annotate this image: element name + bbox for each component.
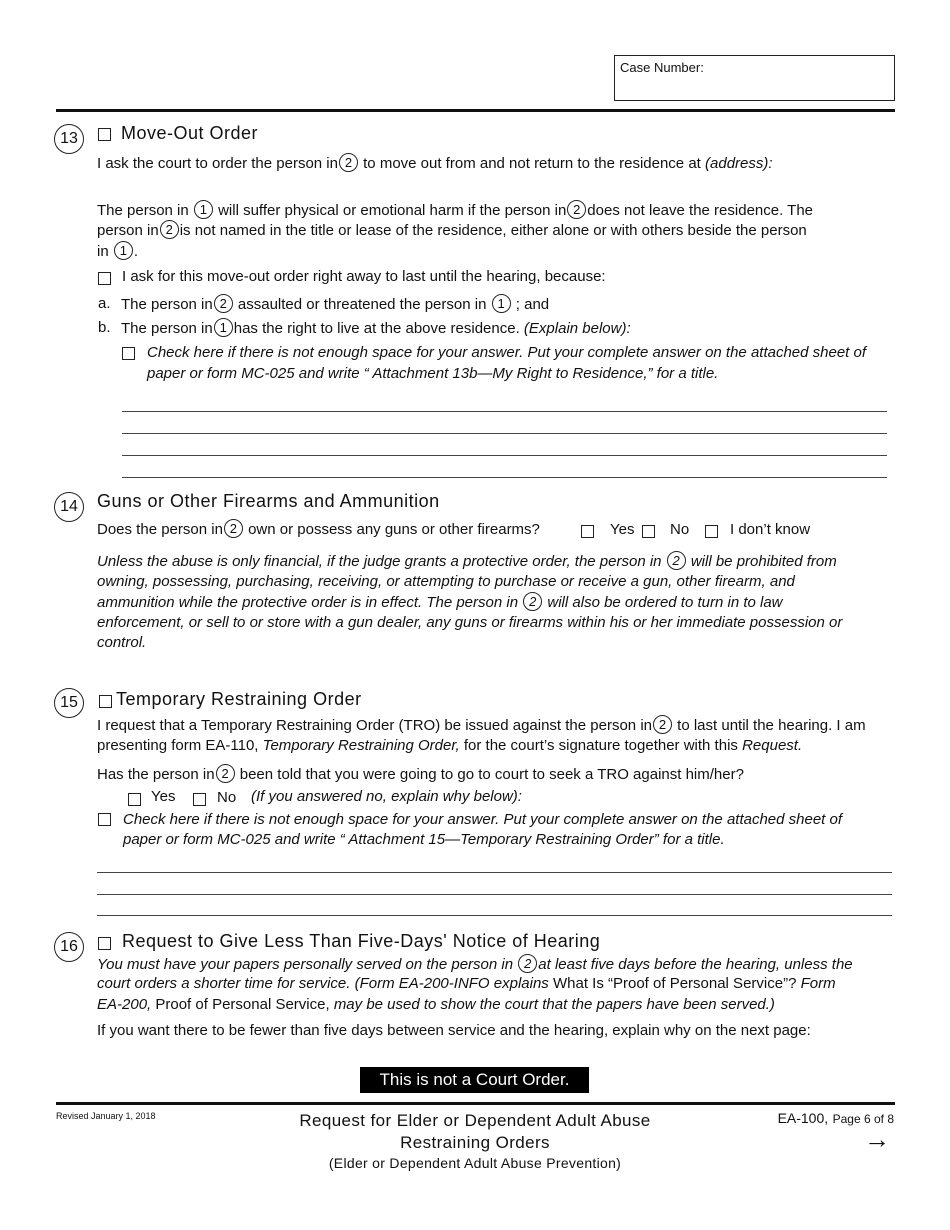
- firearms-no-checkbox[interactable]: [642, 525, 655, 538]
- firearms-no-label: No: [670, 521, 690, 538]
- told-no-label: No: [217, 789, 237, 806]
- s16-instr-line3: EA-200, Proof of Personal Service, may be used to show the court that the papers have been served.): [97, 996, 775, 1013]
- party-ref: 2: [214, 294, 233, 313]
- s15-space-line1: Check here if there is not enough space for your answer. Put your complete answer on the attached sheet of: [123, 811, 843, 828]
- told-no-explain: (If you answered no, explain why below):: [251, 788, 522, 805]
- answer-line[interactable]: [97, 915, 892, 916]
- item-a-label: a.: [98, 295, 111, 312]
- not-court-order-banner: [360, 1067, 589, 1093]
- told-no-checkbox[interactable]: [193, 793, 206, 806]
- party-ref: 2: [160, 220, 179, 239]
- s13-para-line1: The person in 1 will suffer physical or emotional harm if the person in 2 does not leave the residence. The: [97, 202, 814, 219]
- party-ref: 2: [523, 592, 542, 611]
- page-number: Page 6 of 8: [832, 1112, 894, 1126]
- told-yes-label: Yes: [151, 788, 176, 805]
- party-ref: 1: [214, 318, 233, 337]
- s15-request-line1: I request that a Temporary Restraining Order (TRO) be issued against the person in 2 to last until the hearing. I am: [97, 717, 866, 734]
- case-number-label: Case Number:: [620, 60, 704, 75]
- shorter-notice-checkbox[interactable]: [98, 937, 111, 950]
- item-b-text: The person in 1 has the right to live at the above residence. (Explain below):: [121, 320, 631, 337]
- section-14-number: 14: [54, 492, 84, 522]
- firearms-dont-know-checkbox[interactable]: [705, 525, 718, 538]
- tro-checkbox[interactable]: [99, 695, 112, 708]
- next-page-arrow-icon: →: [864, 1124, 890, 1154]
- move-out-order-checkbox[interactable]: [98, 128, 111, 141]
- firearms-yes-checkbox[interactable]: [581, 525, 594, 538]
- section-15-number: 15: [54, 688, 84, 718]
- firearms-yes-label: Yes: [610, 521, 635, 538]
- s14-warning-line5: control.: [97, 634, 147, 651]
- s14-warning-line3: ammunition while the protective order is in effect. The person in 2 will also be ordered to turn in to law: [97, 594, 783, 611]
- s15-question: Has the person in 2 been told that you were going to go to court to seek a TRO against him/her?: [97, 766, 744, 783]
- s13-space-line1: Check here if there is not enough space for your answer. Put your complete answer on the attached sheet of: [147, 344, 867, 361]
- answer-line[interactable]: [122, 455, 887, 456]
- item-a-text: The person in 2 assaulted or threatened the person in 1 ; and: [121, 296, 550, 313]
- party-ref: 2: [567, 200, 586, 219]
- party-ref: 2: [216, 764, 235, 783]
- header-rule: [56, 109, 895, 112]
- s13-extra-space-checkbox[interactable]: [122, 347, 135, 360]
- item-b-label: b.: [98, 319, 111, 336]
- revised-date: Revised January 1, 2018: [56, 1111, 156, 1121]
- section-13-title: Move-Out Order: [121, 123, 259, 143]
- footer-title-line1: Request for Elder or Dependent Adult Abuse: [299, 1111, 651, 1130]
- party-ref: 1: [114, 241, 133, 260]
- party-ref: 2: [518, 954, 537, 973]
- banner-text: This is not a Court Order.: [379, 1070, 570, 1089]
- s14-warning-line4: enforcement, or sell to or store with a gun dealer, any guns or firearms within his or her immediate possession or: [97, 614, 843, 631]
- s13-line1: I ask the court to order the person in 2 to move out from and not return to the residence at (address):: [97, 155, 773, 172]
- s15-request-line2: presenting form EA-110, Temporary Restraining Order, for the court’s signature together with this Request.: [97, 737, 803, 754]
- party-ref: 2: [653, 715, 672, 734]
- answer-line[interactable]: [122, 411, 887, 412]
- section-16-number: 16: [54, 932, 84, 962]
- answer-line[interactable]: [122, 477, 887, 478]
- party-ref: 2: [667, 551, 686, 570]
- right-away-checkbox[interactable]: [98, 272, 111, 285]
- s14-warning-line1: Unless the abuse is only financial, if the judge grants a protective order, the person in 2 will be prohibited from: [97, 553, 837, 570]
- section-14-title: Guns or Other Firearms and Ammunition: [97, 491, 440, 511]
- s15-space-line2: paper or form MC-025 and write “ Attachment 15—Temporary Restraining Order” for a title.: [123, 831, 725, 848]
- party-ref: 2: [339, 153, 358, 172]
- form-id: EA-100,: [777, 1110, 829, 1126]
- s13-para-line2: person in 2 is not named in the title or lease of the residence, either alone or with others beside the person: [97, 222, 807, 239]
- right-away-text: I ask for this move-out order right away to last until the hearing, because:: [122, 268, 606, 285]
- s16-last-line: If you want there to be fewer than five days between service and the hearing, explain why on the next page:: [97, 1022, 811, 1039]
- answer-line[interactable]: [97, 872, 892, 873]
- section-16-title: Request to Give Less Than Five-Days' Notice of Hearing: [122, 931, 601, 951]
- footer-rule: [56, 1102, 895, 1105]
- answer-line[interactable]: [97, 894, 892, 895]
- case-number-box[interactable]: [614, 55, 895, 101]
- s14-warning-line2: owning, possessing, purchasing, receiving, or attempting to purchase or receive a gun, other firearm, and: [97, 573, 795, 590]
- s15-extra-space-checkbox[interactable]: [98, 813, 111, 826]
- s14-question: Does the person in 2 own or possess any guns or other firearms?: [97, 521, 540, 538]
- s16-instr-line1: You must have your papers personally served on the person in 2 at least five days before the hearing, unless the: [97, 956, 853, 973]
- s13-para-line3: in 1 .: [97, 243, 139, 260]
- section-15-title: Temporary Restraining Order: [116, 689, 362, 709]
- section-13-number: 13: [54, 124, 84, 154]
- footer-title-line2: Restraining Orders: [400, 1133, 550, 1152]
- told-yes-checkbox[interactable]: [128, 793, 141, 806]
- firearms-dont-know-label: I don’t know: [730, 521, 811, 538]
- footer-title-line3: (Elder or Dependent Adult Abuse Prevention): [328, 1155, 622, 1171]
- s13-space-line2: paper or form MC-025 and write “ Attachment 13b—My Right to Residence,” for a title.: [147, 365, 719, 382]
- party-ref: 2: [224, 519, 243, 538]
- answer-line[interactable]: [122, 433, 887, 434]
- party-ref: 1: [194, 200, 213, 219]
- party-ref: 1: [492, 294, 511, 313]
- s16-instr-line2: court orders a shorter time for service. (Form EA-200-INFO explains What Is “Proof of Personal Service”? Form: [97, 975, 836, 992]
